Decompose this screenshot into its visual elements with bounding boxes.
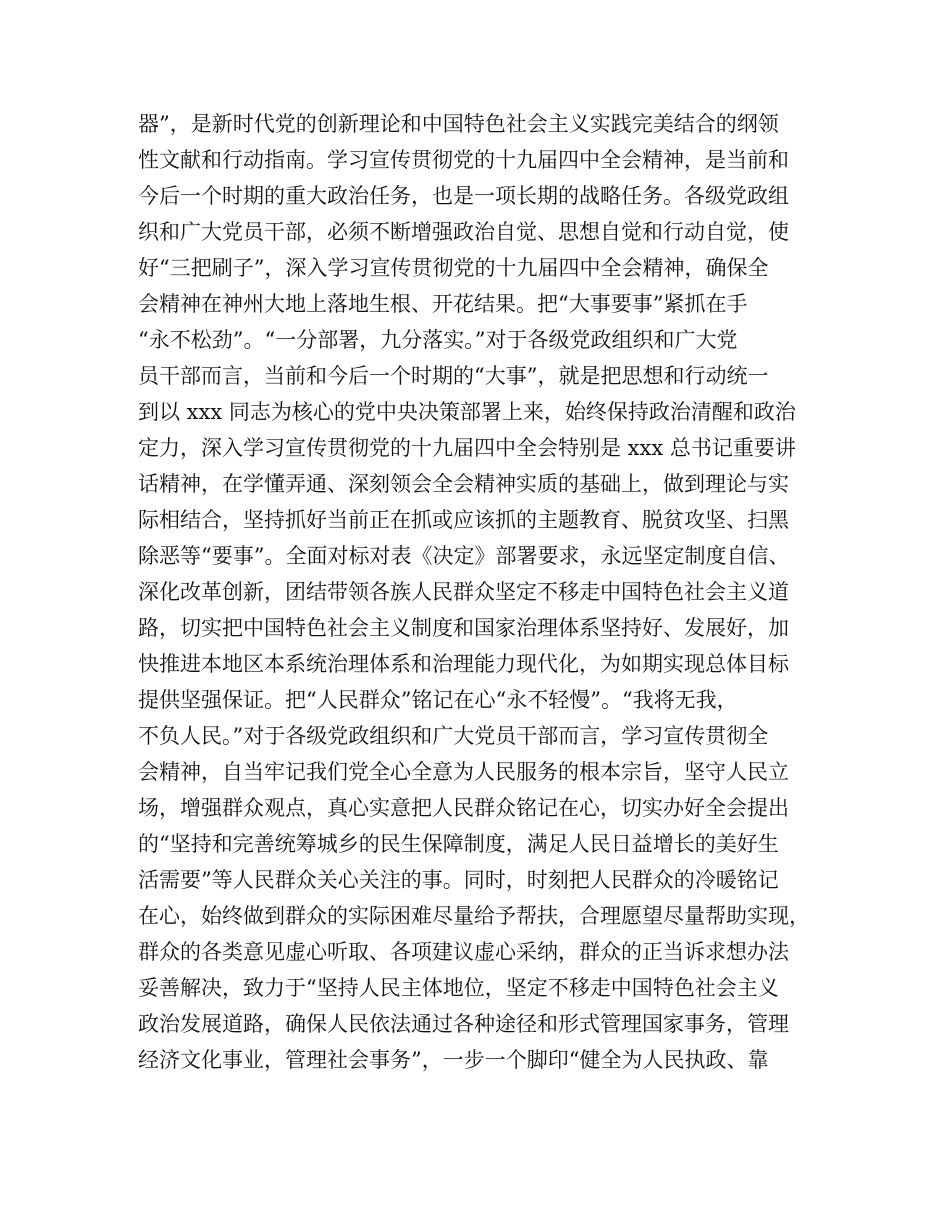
text-line: 活需要”等人民群众关心关注的事。同时，时刻把人民群众的冷暖铭记 [138,868,779,892]
text-line: “永不松劲”。“一分部署，九分落实。”对于各级党政组织和广大党 [138,328,738,352]
text-line: 际相结合，坚持抓好当前正在抓或应该抓的主题教育、脱贫攻坚、扫黑 [138,508,789,532]
text-line: 好“三把刷子”，深入学习宣传贯彻党的十九届四中全会精神，确保全 [138,256,769,280]
text-line: 经济文化事业，管理社会事务”，一步一个脚印“健全为人民执政、靠 [138,1048,769,1072]
text-line: 器”，是新时代党的创新理论和中国特色社会主义实践完美结合的纲领 [138,112,779,136]
text-line: 到以 xxx 同志为核心的党中央决策部署上来，始终保持政治清醒和政治 [138,400,796,424]
text-line: 定力，深入学习宣传贯彻党的十九届四中全会特别是 xxx 总书记重要讲 [138,436,796,460]
text-line: 织和广大党员干部，必须不断增强政治自觉、思想自觉和行动自觉，使 [138,220,789,244]
text-line: 员干部而言，当前和今后一个时期的“大事”，就是把思想和行动统一 [138,364,769,388]
text-line: 会精神，自当牢记我们党全心全意为人民服务的根本宗旨，坚守人民立 [138,760,789,784]
text-line: 场，增强群众观点，真心实意把人民群众铭记在心，切实办好全会提出 [138,796,789,820]
body-text [138,106,828,1078]
text-line: 群众的各类意见虚心听取、各项建议虚心采纳，群众的正当诉求想办法 [138,940,789,964]
text-line: 不负人民。”对于各级党政组织和广大党员干部而言，学习宣传贯彻全 [138,724,769,748]
text-line: 的“坚持和完善统筹城乡的民生保障制度，满足人民日益增长的美好生 [138,832,779,856]
text-line: 路，切实把中国特色社会主义制度和国家治理体系坚持好、发展好，加 [138,616,789,640]
text-line: 话精神，在学懂弄通、深刻领会全会精神实质的基础上，做到理论与实 [138,472,789,496]
text-line: 性文献和行动指南。学习宣传贯彻党的十九届四中全会精神，是当前和 [138,148,789,172]
text-line: 深化改革创新，团结带领各族人民群众坚定不移走中国特色社会主义道 [138,580,789,604]
text-line: 快推进本地区本系统治理体系和治理能力现代化，为如期实现总体目标 [138,652,789,676]
text-line: 政治发展道路，确保人民依法通过各种途径和形式管理国家事务，管理 [138,1012,789,1036]
text-line: 会精神在神州大地上落地生根、开花结果。把“大事要事”紧抓在手 [138,292,748,316]
text-line: 在心，始终做到群众的实际困难尽量给予帮扶，合理愿望尽量帮助实现， [138,904,810,928]
text-line: 除恶等“要事”。全面对标对表《决定》部署要求，永远坚定制度自信、 [138,544,790,568]
text-line: 提供坚强保证。把“人民群众”铭记在心“永不轻慢”。“我将无我， [138,688,738,712]
text-line: 今后一个时期的重大政治任务，也是一项长期的战略任务。各级党政组 [138,184,789,208]
text-line: 妥善解决，致力于“坚持人民主体地位，坚定不移走中国特色社会主义 [138,976,779,1000]
